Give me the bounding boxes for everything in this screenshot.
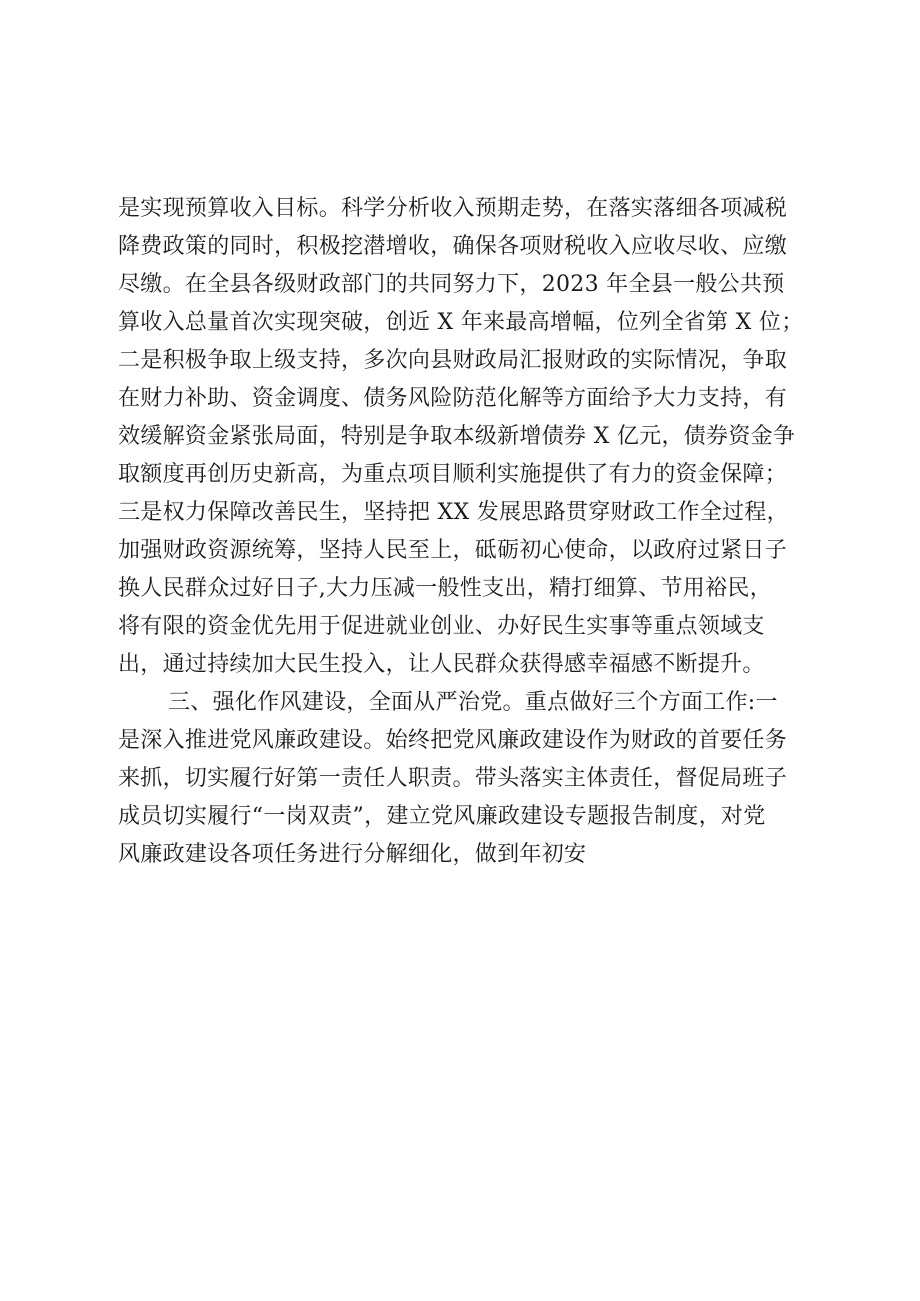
text-line: 加强财政资源统筹，坚持人民至上，砥砺初心使命，以政府过紧日子	[118, 538, 788, 563]
text-line: 风廉政建设各项任务进行分解细化，做到年初安	[118, 842, 587, 867]
text-line: 换人民群众过好日子,大力压减一般性支出，精打细算、节用裕民，	[118, 576, 772, 601]
text-line: 降费政策的同时，积极挖潜增收，确保各项财税收入应收尽收、应缴	[118, 234, 788, 259]
text-line: 效缓解资金紧张局面，特别是争取本级新增债券 X 亿元，债券资金争	[118, 424, 796, 449]
text-line: 来抓，切实履行好第一责任人职责。带头落实主体责任，督促局班子	[118, 766, 788, 791]
text-line: 算收入总量首次实现突破，创近 X 年来最高增幅，位列全省第 X 位；	[118, 310, 804, 335]
text-line: 尽缴。在全县各级财政部门的共同努力下，2023 年全县一般公共预	[118, 272, 785, 297]
text-line: 在财力补助、资金调度、债务风险防范化解等方面给予大力支持，有	[118, 386, 788, 411]
text-line: 出，通过持续加大民生投入，让人民群众获得感幸福感不断提升。	[118, 652, 765, 677]
text-line: 是深入推进党风廉政建设。始终把党风廉政建设作为财政的首要任务	[118, 728, 788, 753]
text-line: 三是权力保障改善民生，坚持把 XX 发展思路贯穿财政工作全过程，	[118, 500, 789, 525]
text-line: 将有限的资金优先用于促进就业创业、办好民生实事等重点领域支	[118, 614, 765, 639]
text-line: 是实现预算收入目标。科学分析收入预期走势，在落实落细各项减税	[118, 196, 788, 221]
body-text	[118, 190, 818, 874]
text-line: 二是积极争取上级支持，多次向县财政局汇报财政的实际情况，争取	[118, 348, 788, 373]
text-line: 成员切实履行“一岗双责”，建立党风廉政建设专题报告制度，对党	[118, 804, 766, 829]
section-heading-line: 三、强化作风建设，全面从严治党。重点做好三个方面工作:一	[168, 690, 778, 715]
text-line: 取额度再创历史新高，为重点项目顺利实施提供了有力的资金保障；	[118, 462, 788, 487]
